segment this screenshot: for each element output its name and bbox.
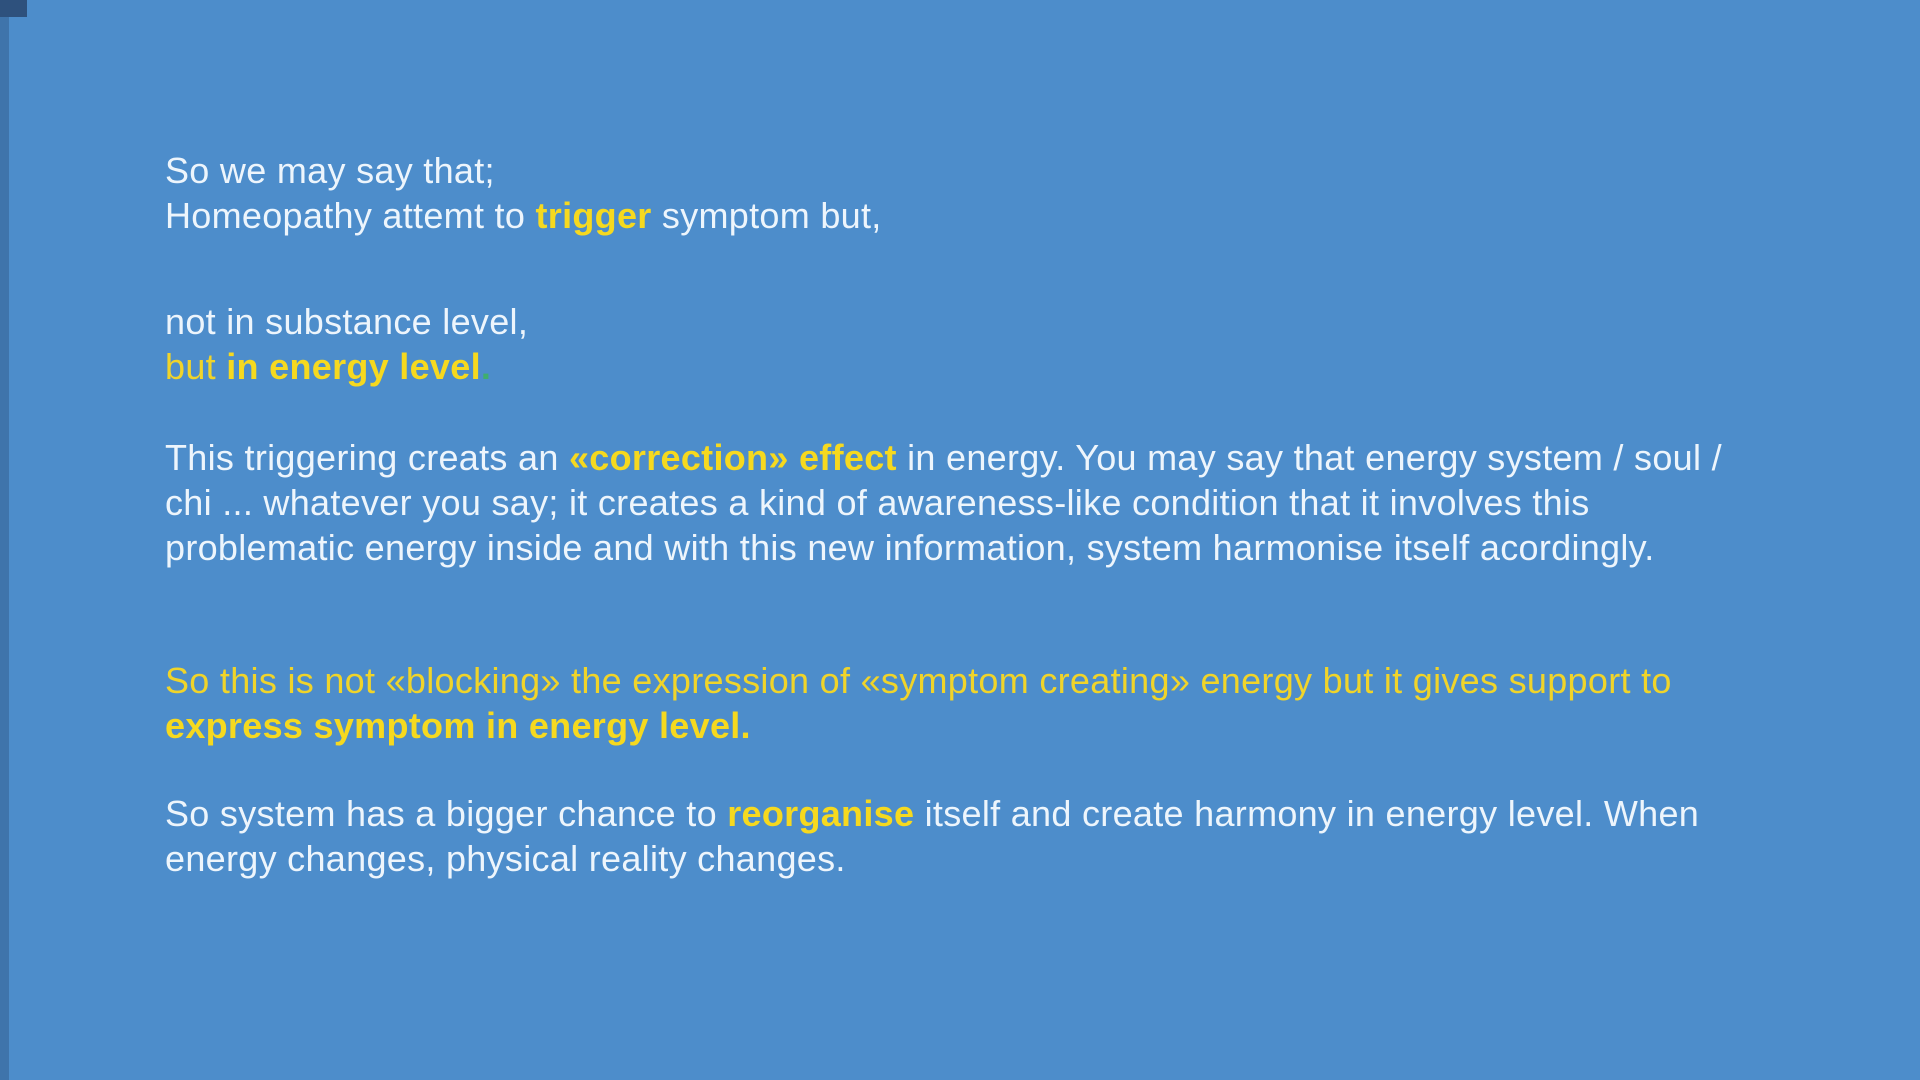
intro-paragraph xyxy=(165,148,1760,238)
text-run: in energy level xyxy=(226,346,481,387)
text-run: So we may say that; xyxy=(165,150,495,191)
text-run: in energy. You may say that energy system / soul / chi ... whatever you say; it creates a kind of awareness-like condition that it involves this problematic energy inside and with this new information, system harmonise itself acordingly. xyxy=(165,437,1722,568)
text-run: This triggering creats an xyxy=(165,437,569,478)
text-run: Homeopathy attemt to xyxy=(165,195,536,236)
text-run: not in substance level, xyxy=(165,301,529,342)
top-left-corner-notch xyxy=(0,0,27,17)
blocking-paragraph xyxy=(165,658,1760,748)
left-edge-strip xyxy=(0,0,9,1080)
text-run: So system has a bigger chance to xyxy=(165,793,728,834)
slide-text-block xyxy=(165,148,1760,881)
correction-paragraph xyxy=(165,435,1760,570)
text-run: reorganise xyxy=(727,793,915,834)
text-run: «correction» effect xyxy=(568,437,897,478)
reorganise-paragraph xyxy=(165,791,1760,881)
text-run: . xyxy=(480,346,492,387)
level-paragraph xyxy=(165,299,1760,389)
text-run: but xyxy=(165,346,227,387)
text-run: trigger xyxy=(535,195,652,236)
text-run: express symptom in energy level. xyxy=(165,705,751,746)
text-run: itself and create harmony in energy level. When energy changes, physical reality changes. xyxy=(165,793,1700,879)
text-run: symptom but, xyxy=(651,195,882,236)
text-run: So this is not «blocking» the expression of «symptom creating» energy but it gives support to xyxy=(165,660,1672,701)
